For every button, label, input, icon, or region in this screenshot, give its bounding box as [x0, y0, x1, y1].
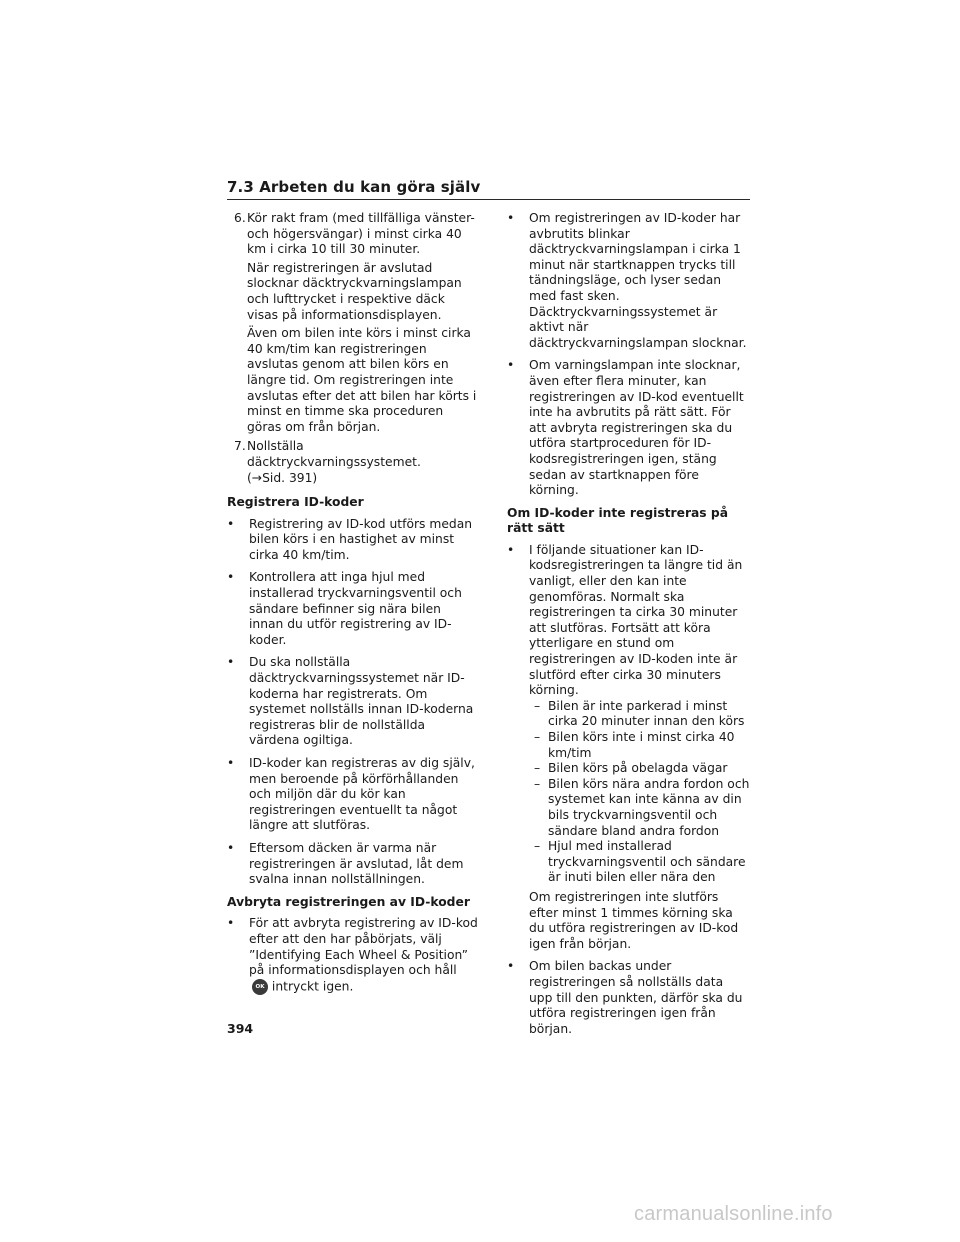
list-item-text: Du ska nollställa däcktryckvarningssystemet när ID-koderna har registrerats. Om systemet nollställs innan ID-koderna registreras blir de nollställda värdena ogiltiga. [249, 655, 474, 748]
page-reference-link[interactable]: (→Sid. 391) [247, 470, 318, 485]
step-6-note-1: När registreringen är avslutad slocknar däcktryckvarningslampan och lufttrycket i respektive däck visas på informationsdisplayen. [247, 260, 462, 322]
step-text: Nollställa däcktryckvarningssystemet. [247, 439, 421, 469]
list-item-text: Kontrollera att inga hjul med installerad tryckvarningsventil och sändare befinner sig nära bilen innan du utför registrering av ID-koder. [249, 570, 462, 647]
list-item [227, 916, 479, 994]
sub-list-item [518, 699, 750, 730]
step-7 [227, 439, 479, 486]
dash-mark: – [534, 761, 541, 776]
section-header [227, 177, 750, 200]
bullet-mark: • [227, 916, 235, 931]
right-column [507, 211, 750, 1044]
heading-cancel-registration: Avbryta registreringen av ID-koder [227, 894, 470, 909]
sub-list-item-text: Bilen körs nära andra fordon och systemet kan inte känna av din bils tryckvarningsventil och sändare bland andra fordon [548, 776, 750, 838]
list-item [227, 756, 479, 834]
bullet-mark: • [507, 211, 515, 225]
list-item-text: Registrering av ID-kod utförs medan bilen körs i en hastighet av minst cirka 40 km/tim. [249, 516, 473, 562]
left-column [227, 211, 479, 1002]
sub-list-item-text: Bilen körs inte i minst cirka 40 km/tim [548, 730, 735, 760]
step-number: 7. [234, 439, 246, 454]
dash-mark: – [534, 839, 541, 854]
sub-list-item [518, 761, 750, 777]
sub-list-item-text: Bilen körs på obelagda vägar [548, 761, 728, 776]
bullet-mark: • [227, 516, 235, 531]
bullet-mark: • [507, 358, 515, 373]
bullet-mark: • [227, 756, 235, 770]
dash-mark: – [534, 730, 541, 744]
bullet-mark: • [507, 542, 515, 557]
list-item [227, 570, 479, 648]
watermark: carmanualsonline.info [634, 1203, 833, 1225]
cancel-instruction: För att avbryta registrering av ID-kod efter att den har påbörjats, välj ”Identifying Each Wheel & Position” på informationsdisplayen och håll [249, 916, 478, 978]
bullet-mark: • [227, 570, 235, 585]
list-item [507, 959, 750, 1037]
list-item [507, 543, 750, 952]
step-number: 6. [234, 211, 246, 225]
list-item-text: Om varningslampan inte slocknar, även efter flera minuter, kan registreringen av ID-kod eventuellt inte ha avbrutits på rätt sätt. För att avbryta registreringen ska du utföra startproceduren för ID-kodsregistreringen igen, stäng sedan av startknappen före körning. [529, 358, 744, 498]
step-6-note-2: Även om bilen inte körs i minst cirka 40 km/tim kan registreringen avslutas genom att bilen körs en längre tid. Om registreringen inte avslutas efter det att bilen har körts i minst en timme ska proceduren göras om från början. [247, 326, 477, 434]
bullet-mark: • [227, 840, 235, 855]
bullet-mark: • [507, 959, 515, 974]
heading-id-not-registered: Om ID-koder inte registreras på rätt sätt [507, 505, 729, 536]
sub-list-item-text: Bilen är inte parkerad i minst cirka 20 minuter innan den körs [548, 698, 745, 729]
list-item-text [238, 916, 479, 994]
list-item-text: I följande situationer kan ID-kodsregistreringen ta längre tid än vanligt, eller den kan inte genomföras. Normalt ska registreringen ta cirka 30 minuter att slutföras. Fortsätt att köra ytterligare en stund om registreringen av ID-koden inte är slutförd efter cirka 30 minuters körning. [529, 542, 743, 698]
list-item-text: Om bilen backas under registreringen så nollställs data upp till den punkten, därför ska du utföra registreringen igen från början. [529, 959, 743, 1036]
sub-list-item [518, 839, 750, 886]
list-item [507, 358, 750, 498]
ok-button-icon: OK [252, 979, 268, 995]
dash-mark: – [534, 776, 541, 791]
list-item-text: ID-koder kan registreras av dig själv, men beroende på körförhållanden och miljön där du kör kan registreringen eventuellt ta något längre att slutföras. [249, 756, 475, 833]
list-item-text: Eftersom däcken är varma när registreringen är avslutad, låt dem svalna innan nollställningen. [249, 840, 464, 887]
step-6 [227, 211, 479, 258]
dash-mark: – [534, 698, 541, 713]
list-item [227, 517, 479, 564]
list-item [227, 841, 479, 888]
heading-register-id-codes: Registrera ID-koder [227, 495, 364, 510]
list-item [507, 211, 750, 351]
sub-list-item [518, 730, 750, 761]
cancel-instruction-tail: intryckt igen. [271, 979, 354, 994]
list-item-text: Om registreringen av ID-koder har avbrutits blinkar däcktryckvarningslampan i cirka 1 minut när startknappen trycks till tändningsläge, och lyser sedan med fast sken. Däcktryckvarningssystemet är aktivt när däcktryckvarningslampan slocknar. [529, 211, 747, 350]
page-number: 394 [227, 1021, 254, 1036]
list-item-followup: Om registreringen inte slutförs efter minst 1 timmes körning ska du utföra registreringen av ID-kod igen från början. [529, 889, 739, 951]
sub-list-item-text: Hjul med installerad tryckvarningsventil och sändare är inuti bilen eller nära den [548, 839, 746, 885]
step-text: Kör rakt fram (med tillfälliga vänster- och högersvängar) i minst cirka 40 km i cirka 10 till 30 minuter. [247, 211, 475, 257]
list-item [227, 655, 479, 749]
sub-list-item [518, 777, 750, 839]
section-title: 7.3 Arbeten du kan göra själv [227, 178, 481, 196]
bullet-mark: • [227, 655, 235, 670]
